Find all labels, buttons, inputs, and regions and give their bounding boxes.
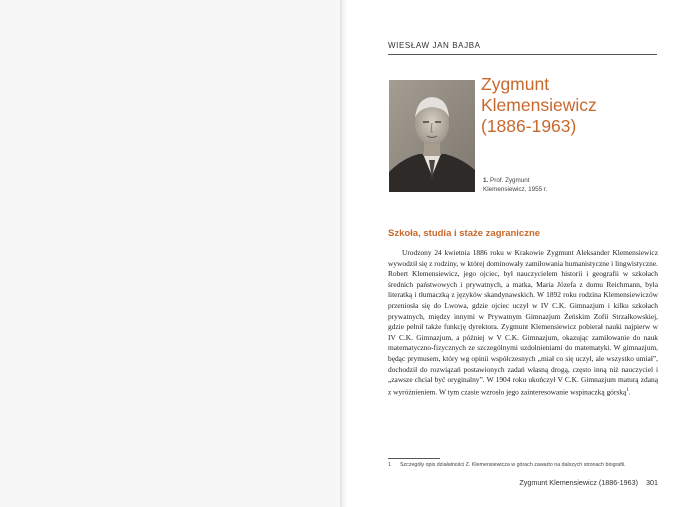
footnote (388, 462, 660, 469)
figure-caption (483, 176, 603, 194)
page-number: 301 (646, 478, 658, 487)
running-head: WIESŁAW JAN BAJBA (388, 41, 481, 50)
article-title (481, 74, 661, 137)
section-title: Szkoła, studia i staże zagraniczne (388, 228, 541, 239)
footnote-number: 1 (388, 462, 391, 468)
paragraph-text: Urodzony 24 kwietnia 1886 roku w Krakowie Zygmunt Aleksander Klemensiewicz wywodził się z rodziny, w której dominowały zamiłowania humanistyczne i lingwistyczne. Robert Klemensiewicz, jego ojciec, był nauczycielem historii i geografii w szkołach średnich państwowych i prywatnych, a matka, Maria Józefa z domu Reichmann, była literatką i tłumaczką z języków skandynawskich. W 1892 roku rodzina Klemensiewiczów przeniosła się do Lwowa, gdzie ojciec uczył w IV C.K. Gimnazjum i kilku szkołach prywatnych, między innymi w Prywatnym Gimnazjum Żeńskim Zofii Strzałkowskiej, gdzie pełnił także funkcję dyrektora. Zygmunt Klemensiewicz pobierał nauki najpierw w IV C.K. Gimnazjum, a później w V C.K. Gimnazjum, okazując zamiłowanie do nauk matematyczno-fizycznych ze szczególnymi uzdolnieniami do matematyki. W gimnazjum, będąc prymusem, który wg opinii współczesnych „miał co się uczył, ale wszystko umiał”, dochodził do rozwiązań postawionych zadań własną drogą, często inną niż nauczyciel i „zawsze chciał być oryginalny”. W 1904 roku ukończył V C.K. Gimnazjum maturą zdaną z wyróżnieniem. W tym czasie wzrosło jego zainteresowanie wspinaczką górską (388, 248, 658, 397)
title-years: (1886-1963) (481, 116, 577, 136)
book-gutter (340, 0, 348, 507)
caption-line-2: Klemensiewicz, 1955 r. (483, 186, 548, 193)
header-rule (388, 54, 657, 55)
body-paragraph: Urodzony 24 kwietnia 1886 roku w Krakowie Zygmunt Aleksander Klemensiewicz wywodził się z rodziny, w której dominowały zamiłowania humanistyczne i lingwistyczne. Robert Klemensiewicz, jego ojciec, był nauczycielem historii i geografii w szkołach średnich państwowych i prywatnych, a matka, Maria Józefa z domu Reichmann, była literatką i tłumaczką z języków skandynawskich. W 1892 roku rodzina Klemensiewiczów przeniosła się do Lwowa, gdzie ojciec uczył w IV C.K. Gimnazjum i kilku szkołach prywatnych, między innymi w Prywatnym Gimnazjum Żeńskim Zofii Strzałkowskiej, gdzie pełnił także funkcję dyrektora. Zygmunt Klemensiewicz pobierał nauki najpierw w IV C.K. Gimnazjum, a później w V C.K. Gimnazjum, okazując zamiłowanie do nauk matematyczno-fizycznych ze szczególnymi uzdolnieniami do matematyki. W gimnazjum, będąc prymusem, który wg opinii współczesnych „miał co się uczył, ale wszystko umiał”, dochodził do rozwiązań postawionych zadań własną drogą, często inną niż nauczyciel i „zawsze chciał być oryginalny”. W 1904 roku ukończył V C.K. Gimnazjum maturą zdaną z wyróżnieniem. W tym czasie wzrosło jego zainteresowanie wspinaczką górską$^1$. (388, 248, 658, 397)
footnote-text: Szczegóły opis działalności Z. Klemensiewicza w górach zawarto na dalszych stronach biografii. (400, 462, 626, 468)
page-footer (519, 478, 658, 487)
footnote-rule (388, 458, 440, 459)
footer-title: Zygmunt Klemensiewicz (1886-1963) (519, 478, 638, 487)
title-surname: Klemensiewicz (481, 95, 597, 115)
portrait-photo (389, 80, 475, 192)
left-page (0, 0, 340, 507)
caption-line-1: Prof. Zygmunt (490, 177, 530, 184)
portrait-image (389, 80, 475, 192)
title-name: Zygmunt (481, 74, 550, 94)
right-page (348, 0, 690, 507)
footnote-reference: 1 (626, 387, 629, 393)
caption-number: 1. (483, 177, 489, 184)
